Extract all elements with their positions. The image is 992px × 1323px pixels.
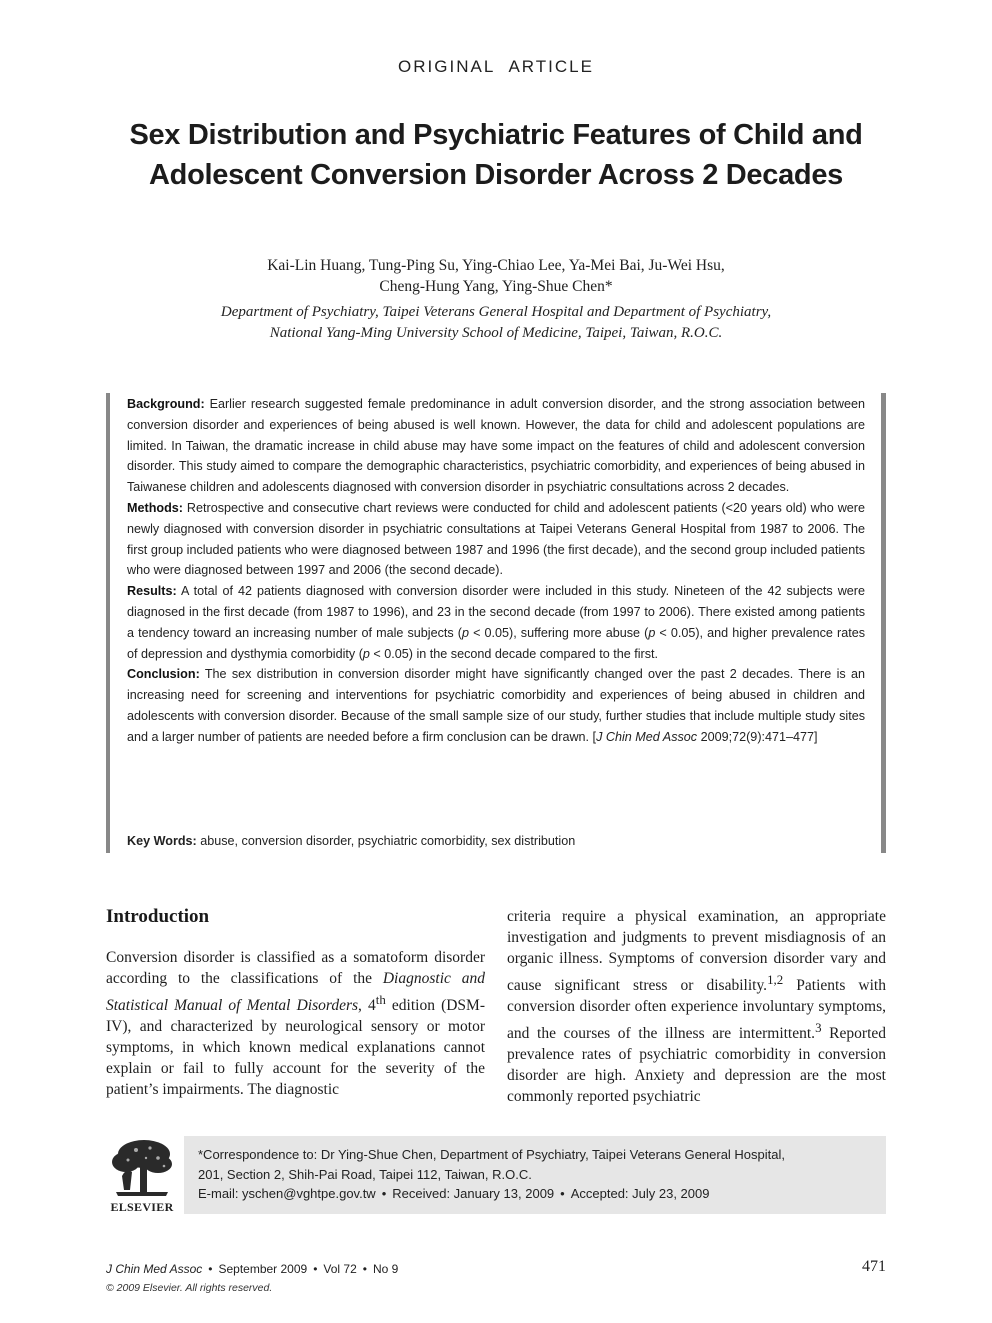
conclusion-label: Conclusion: (127, 667, 200, 682)
correspondence-line-1: *Correspondence to: Dr Ying-Shue Chen, Department of Psychiatry, Taipei Veterans General Hospital, (198, 1147, 785, 1162)
results-text-4: < 0.05) in the second decade compared to the first. (369, 646, 659, 661)
intro-text-2: , 4 (358, 997, 376, 1015)
intro-paragraph-left (106, 947, 485, 1100)
methods-text: Retrospective and consecutive chart reviews were conducted for child and adolescent patients (<20 years old) who were newly diagnosed with conversion disorder in psychiatric consultations at Taipei Veterans General Hospital from 1987 to 2006. The first group included patients who were diagnosed between 1987 and 1996 (the first decade), and the second group included patients who were diagnosed between 1997 and 2006 (the second decade). (127, 500, 865, 578)
copyright: © 2009 Elsevier. All rights reserved. (106, 1282, 273, 1294)
article-title: Sex Distribution and Psychiatric Features of Child and Adolescent Conversion Disorder Across 2 Decades (129, 119, 863, 191)
edition-sup: th (375, 992, 386, 1007)
citation-rest: 2009;72(9):471–477] (697, 729, 818, 744)
citation-sup-2: 3 (815, 1020, 822, 1036)
affiliation-line-2: National Yang-Ming University School of Medicine, Taipei, Taiwan, R.O.C. (269, 325, 723, 341)
section-label: ORIGINAL ARTICLE (398, 57, 594, 76)
publisher-name: ELSEVIER (110, 1200, 174, 1214)
key-words (127, 831, 865, 851)
body-column-left (106, 906, 485, 1100)
affiliation-line-1: Department of Psychiatry, Taipei Veterans General Hospital and Department of Psychiatry, (220, 304, 772, 320)
accepted-date: Accepted: July 23, 2009 (570, 1186, 710, 1201)
page-number: 471 (862, 1258, 886, 1275)
correspondence-line-3 (198, 1184, 878, 1204)
intro-paragraph-right (507, 906, 886, 1107)
footer-citation (106, 1262, 398, 1276)
p-value-1: p (461, 625, 469, 640)
intro-text-3: edition (DSM-IV), and characterized by neurological sensory or motor symptoms, in which known medical explanations cannot explain or fail to fully account for the severity of the patient’s impairments. The diagnostic (106, 997, 485, 1099)
abstract-background (127, 394, 865, 498)
introduction-heading: Introduction (106, 906, 210, 927)
p-value-2: p (648, 625, 656, 640)
results-text-3: < 0.05), and higher prevalence rates of depression and dysthymia comorbidity ( (127, 625, 866, 661)
bullet-separator: • (313, 1262, 318, 1276)
abstract-conclusion (127, 664, 865, 747)
abstract (127, 394, 865, 748)
methods-label: Methods: (127, 500, 183, 515)
affiliation (150, 302, 842, 344)
bullet-separator: • (362, 1262, 367, 1276)
citation-journal: J Chin Med Assoc (596, 729, 698, 744)
abstract-results (127, 581, 865, 664)
body-column-right (507, 906, 886, 1107)
correspondence (198, 1145, 878, 1204)
intro-text-1: Conversion disorder is classified as a somatoform disorder according to the classifications of the (106, 949, 485, 987)
keywords-label: Key Words: (127, 834, 197, 848)
email: E-mail: yschen@vghtpe.gov.tw (198, 1186, 376, 1201)
footer-volume: Vol 72 (323, 1262, 357, 1276)
results-text-1: A total of 42 patients diagnosed with conversion disorder were included in this study. Nineteen of the 42 subjects were diagnosed in the first decade (from 1987 to 1996), and 23 in the second decade (from 1997 to 2006). There existed among patients a tendency toward an increasing number of male subjects ( (127, 584, 865, 640)
intro-text-4: criteria require a physical examination, an appropriate investigation and judgments to prevent misdiagnosis of an organic illness. Symptoms of conversion disorder vary and cause significant stress or disability. (507, 908, 886, 995)
correspondence-line-2: 201, Section 2, Shih-Pai Road, Taipei 112, Taiwan, R.O.C. (198, 1166, 532, 1182)
citation-sup-1: 1,2 (767, 972, 784, 987)
keywords-text: abuse, conversion disorder, psychiatric comorbidity, sex distribution (196, 834, 576, 848)
authors-line-2: Cheng-Hung Yang, Ying-Shue Chen* (379, 278, 613, 295)
author-list (150, 255, 842, 297)
background-label: Background: (127, 397, 205, 411)
intro-text-5: Patients with conversion disorder often experience involuntary symptoms, and the courses of the illness are intermittent. (507, 977, 886, 1043)
bullet-separator: • (381, 1186, 387, 1201)
p-value-3: p (362, 646, 370, 661)
footer-date: September 2009 (218, 1262, 308, 1276)
footer-journal-name: J Chin Med Assoc (106, 1262, 203, 1276)
bullet-separator: • (208, 1262, 213, 1276)
dsm-title: Diagnostic and Statistical Manual of Mental Disorders (106, 970, 485, 1015)
bullet-separator: • (560, 1186, 565, 1201)
background-text: Earlier research suggested female predominance in adult conversion disorder, and the strong association between conversion disorder and experiences of being abused is well known. However, the data for child and adolescent populations are limited. In Taiwan, the dramatic increase in child abuse may have some impact on the features of child and adolescent conversion disorder. This study aimed to compare the demographic characteristics, psychiatric comorbidity, and experiences of being abused in Taiwanese children and adolescents diagnosed with conversion disorder in psychiatric consultations across 2 decades. (127, 397, 865, 495)
results-text-2: < 0.05), suffering more abuse ( (468, 625, 649, 640)
intro-text-6: Reported prevalence rates of psychiatric comorbidity in conversion disorder are high. Anxiety and depression are the most commonly reported psychiatric (507, 1025, 886, 1106)
abstract-methods (127, 498, 865, 581)
conclusion-text: The sex distribution in conversion disorder might have significantly changed over the past 2 decades. There is an increasing need for screening and interventions for psychiatric comorbidity and experiences of being abused in children and adolescents with conversion disorder. Because of the small sample size of our study, further studies that include multiple study sites and a larger number of patients are needed before a firm conclusion can be drawn. [ (127, 667, 865, 744)
footer-issue: No 9 (372, 1262, 399, 1276)
authors-line-1: Kai-Lin Huang, Tung-Ping Su, Ying-Chiao Lee, Ya-Mei Bai, Ju-Wei Hsu, (267, 257, 725, 274)
received-date: Received: January 13, 2009 (392, 1186, 555, 1201)
results-label: Results: (127, 584, 177, 599)
